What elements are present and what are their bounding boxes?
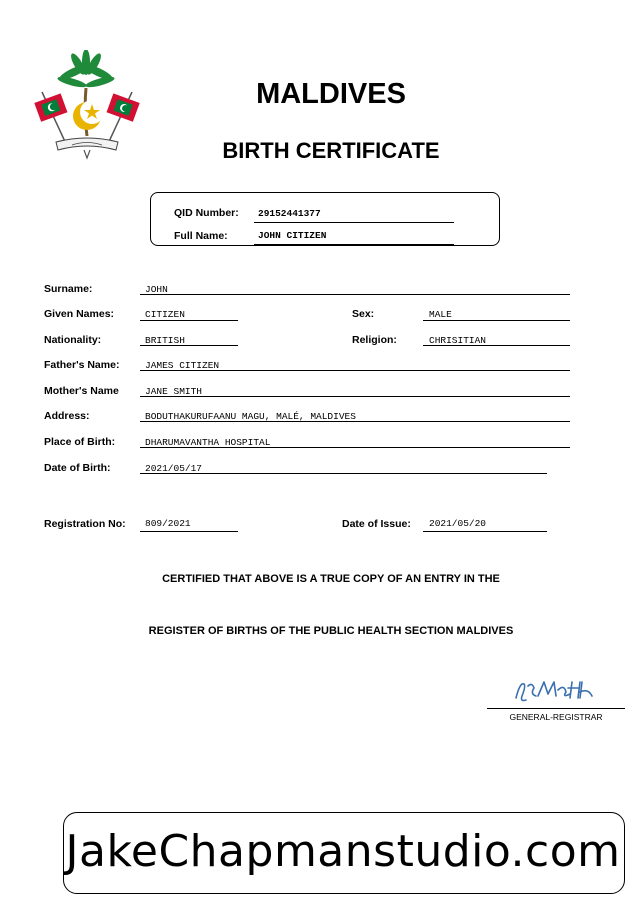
certification-line-2: REGISTER OF BIRTHS OF THE PUBLIC HEALTH SECTION MALDIVES — [148, 625, 514, 637]
date-of-birth-underline — [140, 473, 547, 474]
mother-name-value: JANE SMITH — [145, 386, 203, 397]
date-of-issue-value: 2021/05/20 — [429, 518, 487, 529]
given-names-label: Given Names: — [44, 308, 115, 320]
sex-label: Sex: — [352, 308, 375, 320]
address-label: Address: — [44, 410, 90, 422]
signature-mark — [510, 676, 600, 706]
religion-value: CHRISITIAN — [429, 335, 487, 346]
given-names-underline — [140, 320, 238, 321]
general-registrar-title: GENERAL-REGISTRAR — [509, 712, 603, 722]
father-name-label: Father's Name: — [44, 359, 120, 371]
signature-line — [487, 708, 625, 709]
surname-underline — [140, 294, 570, 295]
address-value: BODUTHAKURUFAANU MAGU, MALÉ, MALDIVES — [145, 411, 356, 422]
certification-line-1: CERTIFIED THAT ABOVE IS A TRUE COPY OF AN ENTRY IN THE — [162, 573, 500, 585]
place-of-birth-value: DHARUMAVANTHA HOSPITAL — [145, 437, 271, 448]
watermark-text: JakeChapmanstudio.com — [65, 826, 621, 877]
registration-no-underline — [140, 531, 238, 532]
qid-number-value: 29152441377 — [258, 208, 321, 219]
given-names-value: CITIZEN — [145, 309, 185, 320]
nationality-value: BRITISH — [145, 335, 185, 346]
place-of-birth-label: Place of Birth: — [44, 436, 116, 448]
father-name-value: JAMES CITIZEN — [145, 360, 220, 371]
religion-underline — [423, 345, 570, 346]
sex-value: MALE — [429, 309, 452, 320]
religion-label: Religion: — [352, 334, 397, 346]
surname-label: Surname: — [44, 283, 93, 295]
date-of-birth-value: 2021/05/17 — [145, 463, 203, 474]
document-title: BIRTH CERTIFICATE — [222, 138, 440, 163]
date-of-birth-label: Date of Birth: — [44, 462, 111, 474]
country-title: MALDIVES — [256, 78, 406, 110]
mother-name-label: Mother's Name — [44, 385, 119, 397]
qid-number-underline — [254, 222, 454, 223]
address-underline — [140, 421, 570, 422]
mother-name-underline — [140, 396, 570, 397]
full-name-value: JOHN CITIZEN — [258, 230, 327, 241]
date-of-issue-label: Date of Issue: — [342, 518, 411, 530]
nationality-underline — [140, 345, 238, 346]
registration-no-label: Registration No: — [44, 518, 126, 530]
full-name-underline — [254, 244, 454, 245]
date-of-issue-underline — [423, 531, 547, 532]
place-of-birth-underline — [140, 447, 570, 448]
registration-no-value: 809/2021 — [145, 518, 191, 529]
full-name-label: Full Name: — [174, 230, 228, 242]
father-name-underline — [140, 370, 570, 371]
qid-number-label: QID Number: — [174, 207, 239, 219]
surname-value: JOHN — [145, 284, 168, 295]
nationality-label: Nationality: — [44, 334, 102, 346]
sex-underline — [423, 320, 570, 321]
